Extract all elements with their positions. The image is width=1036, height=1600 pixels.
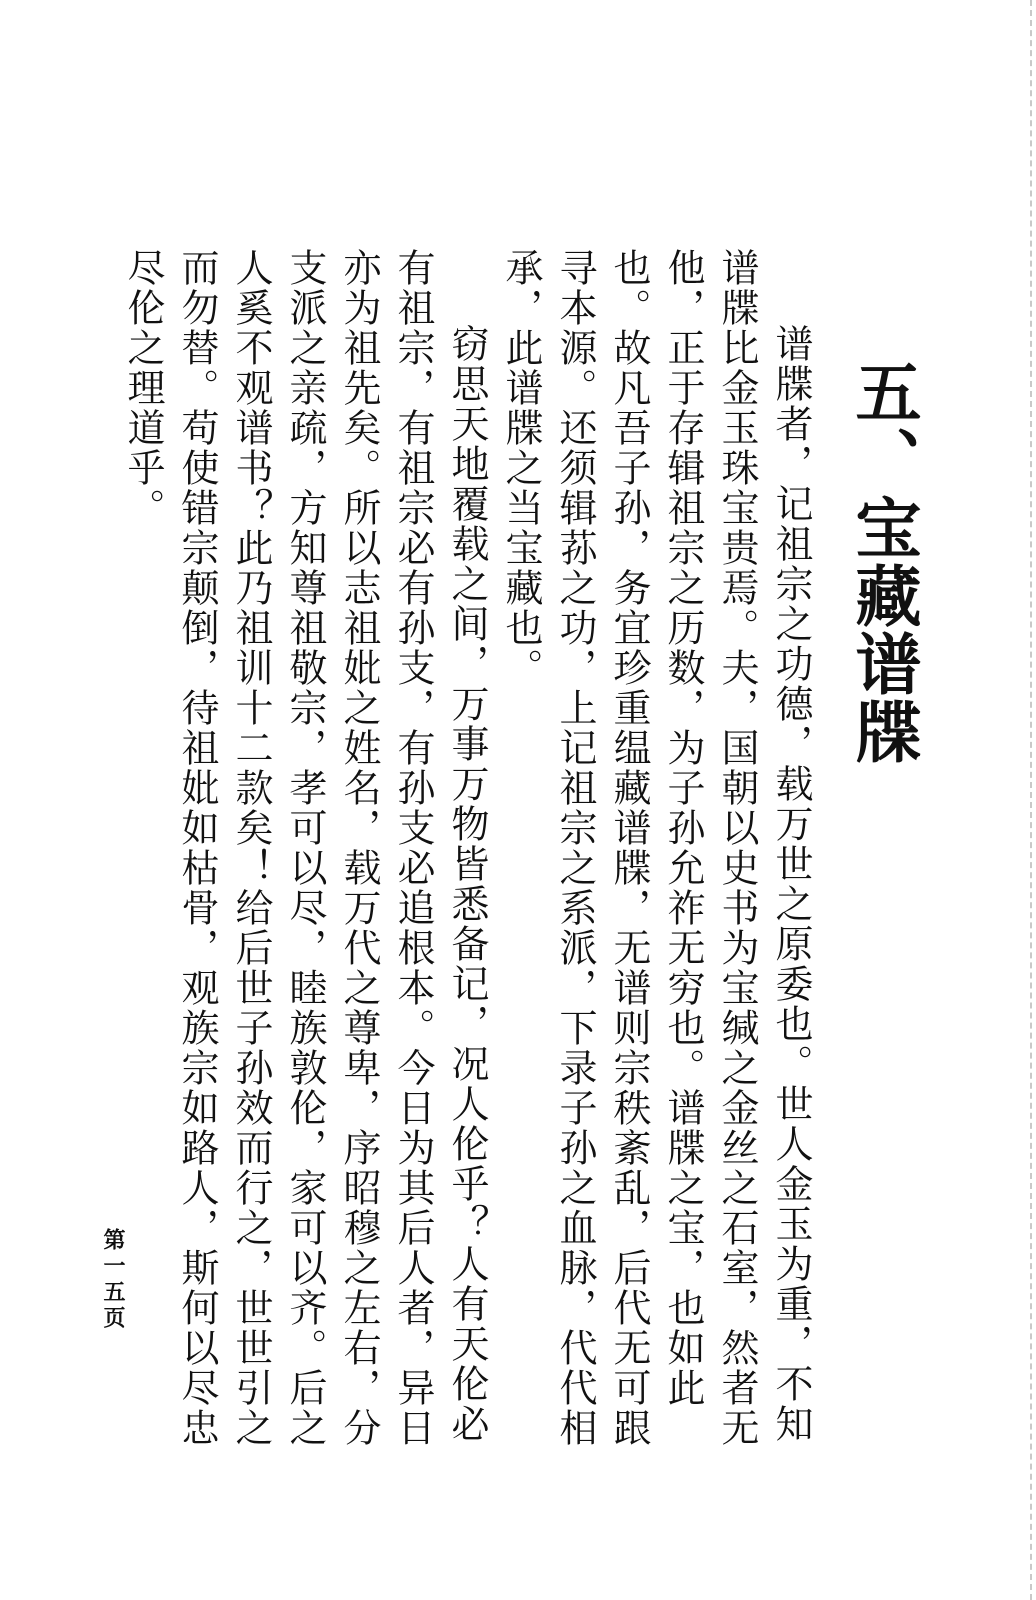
- page-edge: [1029, 0, 1032, 1600]
- paragraph-1: 谱牒者，记祖宗之功德，载万世之原委也。世人金玉为重，不知谱牒比金玉珠宝贵焉。夫，国朝以史书为宝缄之金丝之石室，然者无他，正于存辑祖宗之历数，为子孙允祚无穷也。谱牒之宝，也如此也。故凡吾子孙，务宜珍重缊藏谱牒，无谱则宗秩紊乱，后代无可跟寻本源。还须辑荪之功，上记祖宗之系派，下录子孙之血脉，代代相承，此谱牒之当宝藏也。: [499, 248, 813, 1448]
- body-text: [116, 248, 818, 1458]
- paragraph-2: 窃思天地覆载之间，万事万物皆悉备记，况人伦乎？人有天伦必有祖宗，有祖宗必有孙支，有孙支必追根本。今日为其后人者，异日亦为祖先矣。所以志祖妣之姓名，载万代之尊卑，序昭穆之左右，分支派之亲疏，方知尊祖敬宗，孝可以尽，睦族敦伦，家可以齐。后之人奚不观谱书？此乃祖训十二款矣！给后世子孙效而行之，世世引之而勿替。苟使错宗颠倒，待祖妣如枯骨，观族宗如路人，斯何以尽忠尽伦之理道乎。: [121, 248, 489, 1448]
- section-title: 五、宝藏谱牒: [844, 358, 922, 766]
- page-number: 第一五页: [100, 1228, 126, 1332]
